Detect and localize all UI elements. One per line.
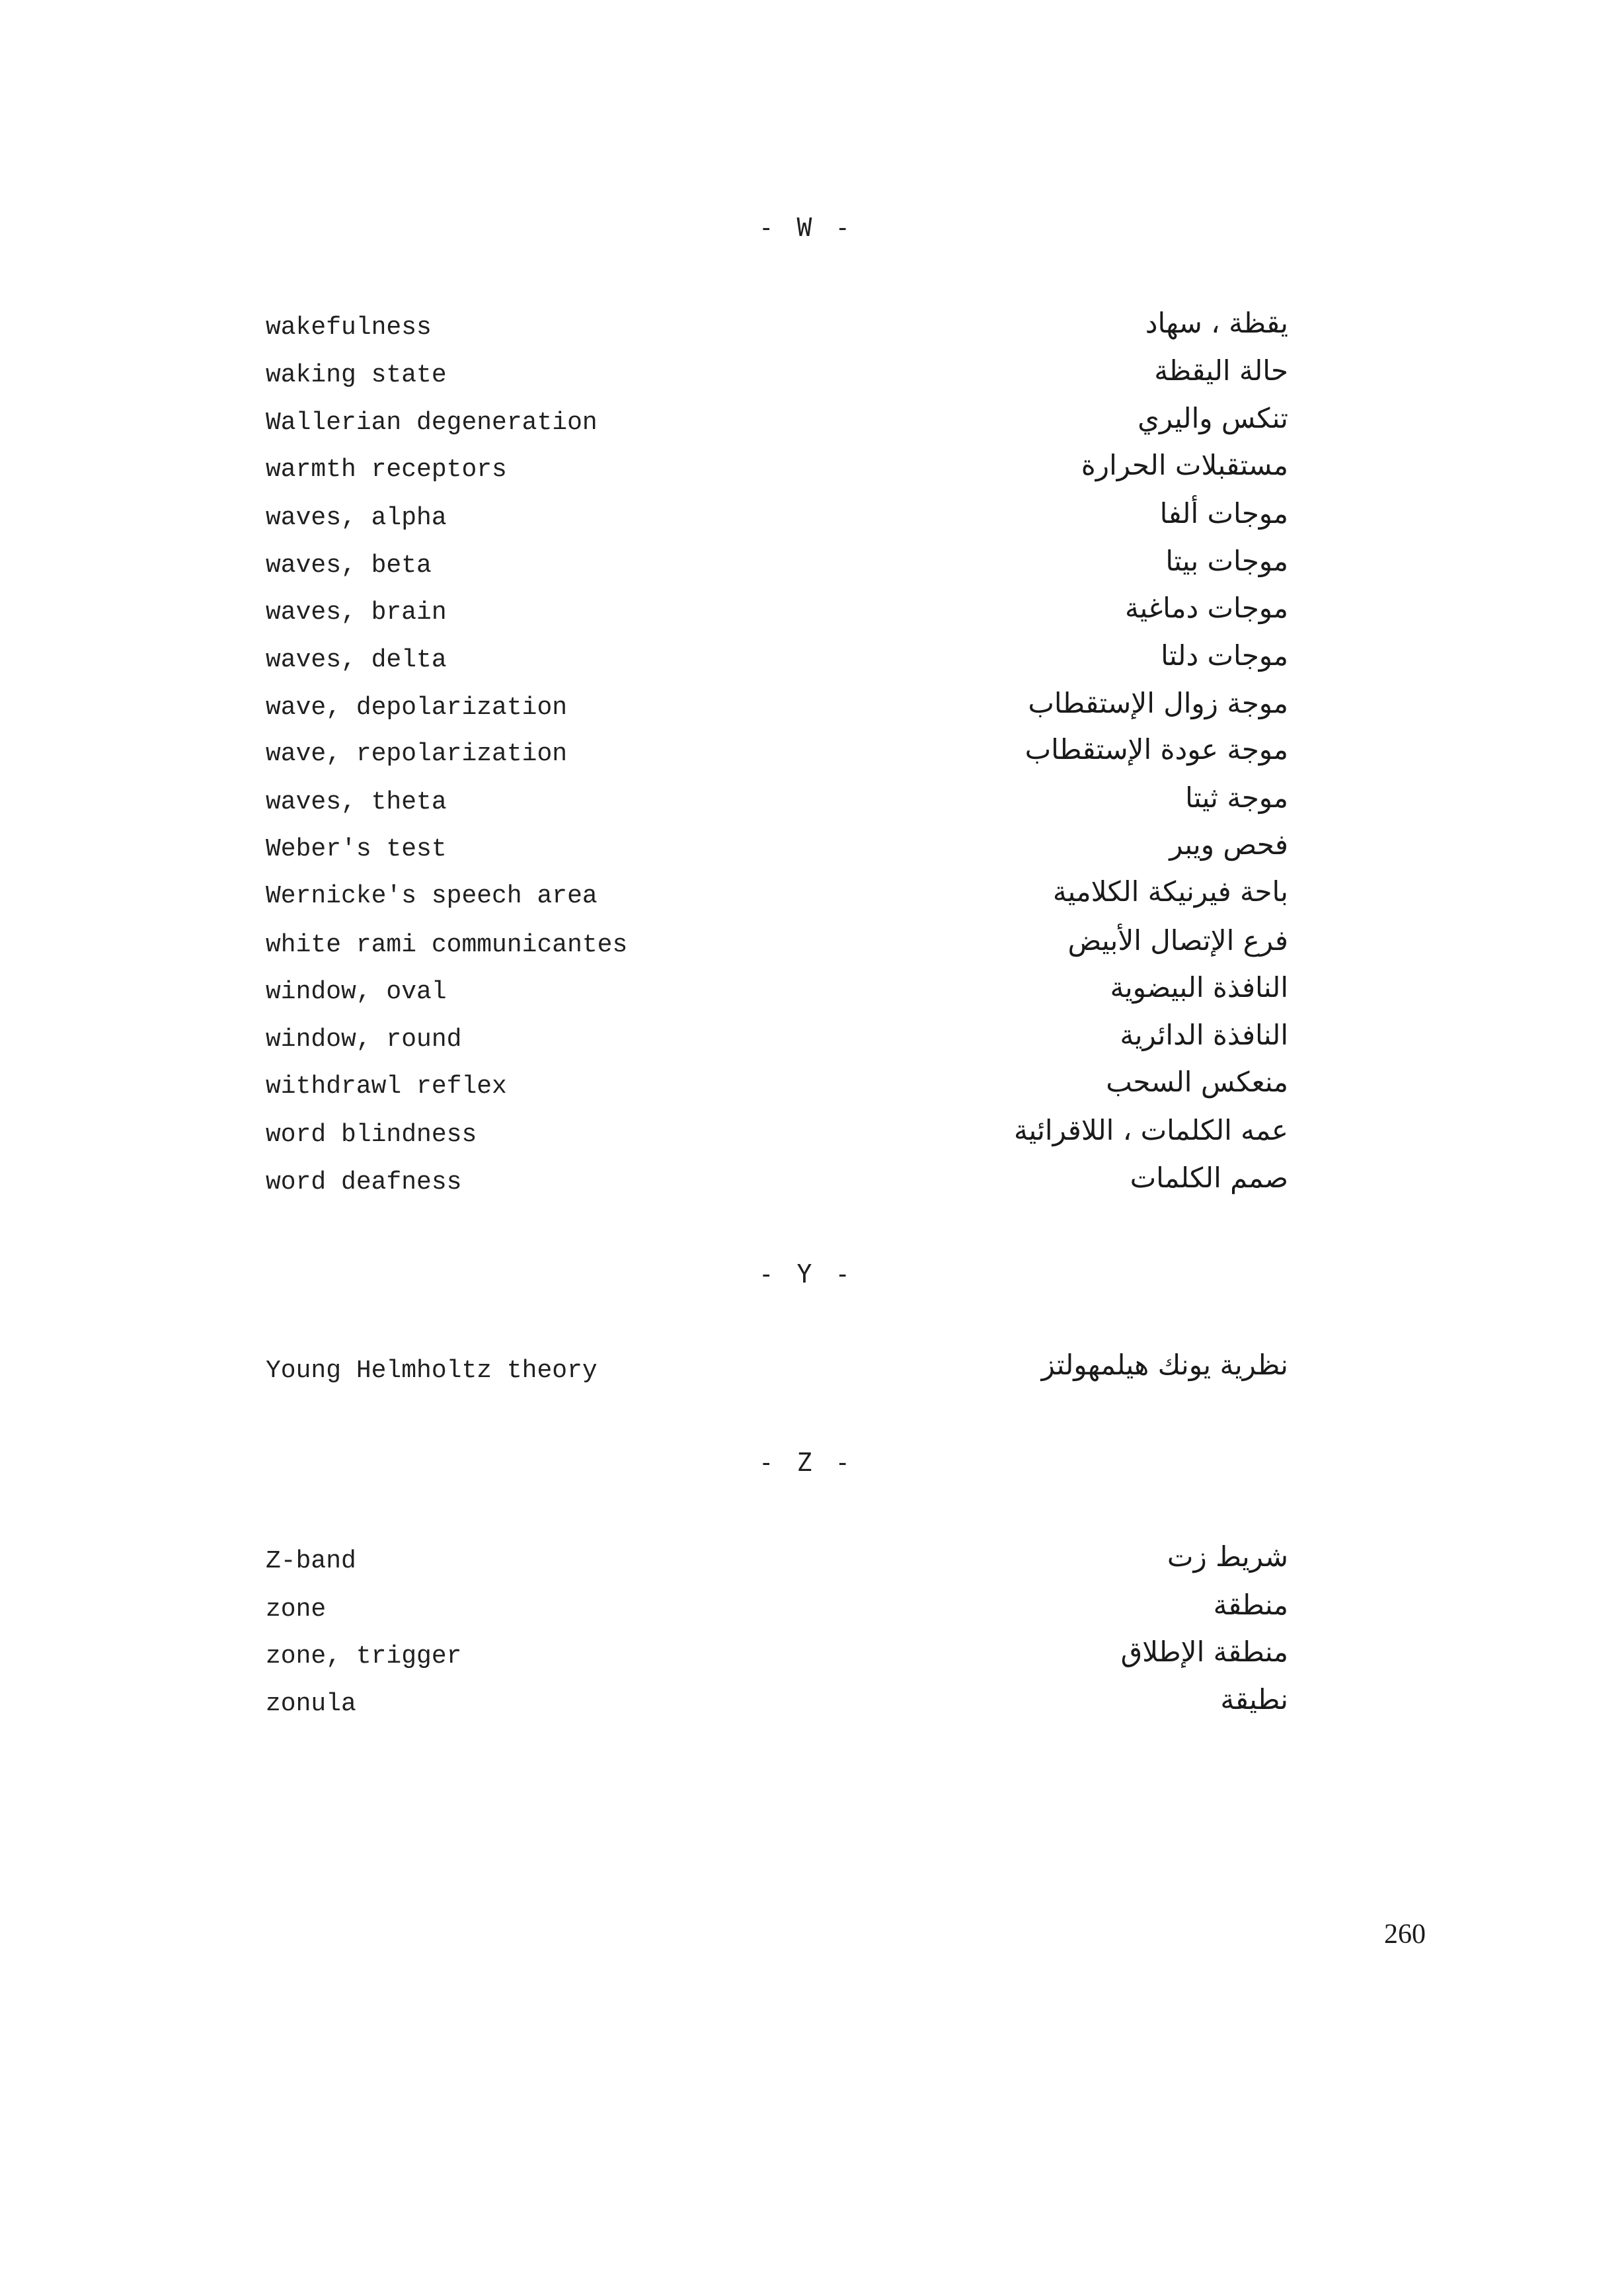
entry-arabic: يقظة ، سهاد — [1145, 307, 1288, 339]
section-heading-z: - Z - — [758, 1448, 855, 1477]
entry-english: Z-band — [266, 1547, 356, 1575]
entry-arabic: نطيقة — [1220, 1683, 1288, 1716]
entry-arabic: منعكس السحب — [1106, 1066, 1288, 1098]
section-heading-y: - Y - — [758, 1259, 855, 1288]
entry-english: zone, trigger — [266, 1642, 462, 1671]
entry-english: waves, alpha — [266, 504, 447, 532]
entry-arabic: شريط زت — [1167, 1540, 1288, 1573]
section-heading-w: - W - — [758, 213, 855, 242]
entry-arabic: تنكس واليري — [1138, 402, 1288, 434]
entry-english: zone — [266, 1595, 327, 1624]
entry-english: waves, theta — [266, 788, 447, 816]
entry-arabic: موجة زوال الإستقطاب — [1028, 687, 1288, 719]
entry-arabic: عمه الكلمات ، اللاقرائية — [1014, 1114, 1288, 1146]
entry-english: Wernicke's speech area — [266, 882, 598, 910]
entry-english: waking state — [266, 361, 447, 389]
entry-arabic: فحص ويبر — [1169, 828, 1288, 861]
entry-arabic: نظرية يونك هيلمهولتز — [1041, 1349, 1288, 1381]
entry-arabic: النافذة الدائرية — [1120, 1019, 1288, 1051]
page-number: 260 — [1384, 1919, 1426, 1950]
entry-english: window, oval — [266, 978, 447, 1006]
entry-english: waves, brain — [266, 598, 447, 627]
entry-arabic: فرع الإتصال الأبيض — [1067, 924, 1288, 957]
entry-english: Young Helmholtz theory — [266, 1357, 598, 1385]
entry-arabic: موجات ألفا — [1159, 497, 1288, 530]
entry-english: withdrawl reflex — [266, 1072, 507, 1101]
entry-english: word blindness — [266, 1121, 477, 1149]
entry-arabic: النافذة البيضوية — [1110, 971, 1288, 1004]
entry-english: zonula — [266, 1690, 356, 1718]
entry-arabic: باحة فيرنيكة الكلامية — [1052, 875, 1288, 908]
entry-arabic: موجة عودة الإستقطاب — [1025, 733, 1288, 766]
entry-arabic: مستقبلات الحرارة — [1081, 449, 1288, 481]
entry-english: word deafness — [266, 1168, 462, 1197]
entry-arabic: موجات دلتا — [1161, 639, 1288, 672]
entry-arabic: صمم الكلمات — [1130, 1162, 1288, 1194]
entry-english: wave, depolarization — [266, 693, 568, 722]
entry-arabic: موجة ثيتا — [1185, 781, 1288, 814]
entry-arabic: منطقة الإطلاق — [1120, 1636, 1288, 1668]
entry-arabic: منطقة — [1213, 1589, 1288, 1621]
entry-english: wave, repolarization — [266, 740, 568, 768]
entry-english: waves, beta — [266, 551, 432, 580]
entry-english: window, round — [266, 1025, 462, 1054]
entry-english: waves, delta — [266, 646, 447, 674]
entry-english: wakefulness — [266, 313, 432, 342]
entry-english: white rami communicantes — [266, 931, 628, 959]
entry-english: Wallerian degeneration — [266, 409, 598, 437]
entry-arabic: حالة اليقظة — [1154, 354, 1288, 387]
entry-english: Weber's test — [266, 835, 447, 863]
entry-arabic: موجات بيتا — [1165, 545, 1288, 577]
entry-arabic: موجات دماغية — [1125, 592, 1288, 624]
entry-english: warmth receptors — [266, 455, 507, 484]
